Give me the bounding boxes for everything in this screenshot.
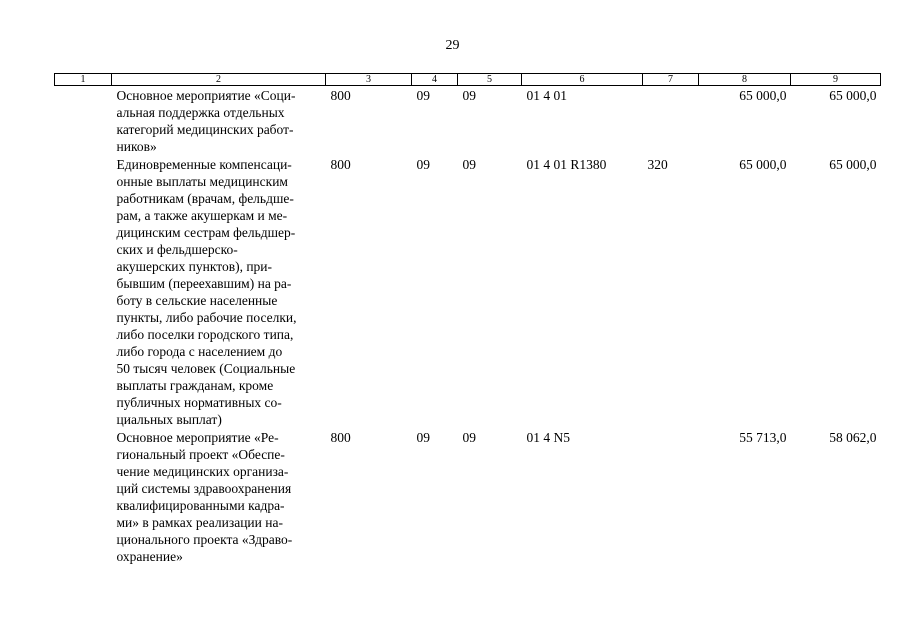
row-amount-1-cell: 55 713,0 bbox=[739, 430, 787, 445]
row-index-cell bbox=[55, 428, 112, 565]
row-name-cell: Основное мероприятие «Ре- гиональный проект «Обеспе- чение медицинских организа- ций системы здравоохранения квалифицированными кадра- ми» в рамках реализации на- ционального проекта «Здраво- охранение» bbox=[116, 430, 293, 564]
row-section-cell: 09 bbox=[416, 430, 430, 445]
row-target-cell: 01 4 N5 bbox=[526, 430, 570, 445]
column-header-5: 5 bbox=[458, 74, 522, 86]
column-header-3: 3 bbox=[326, 74, 412, 86]
column-header-4: 4 bbox=[412, 74, 458, 86]
row-name-cell: Основное мероприятие «Соци- альная поддержка отдельных категорий медицинских работ- ников» bbox=[116, 88, 296, 154]
row-code-cell: 800 bbox=[330, 88, 351, 103]
row-target-cell: 01 4 01 R1380 bbox=[526, 157, 607, 172]
table-row bbox=[55, 428, 881, 565]
row-code-cell: 800 bbox=[330, 157, 351, 172]
row-amount-1-cell: 65 000,0 bbox=[739, 88, 787, 103]
row-section-cell: 09 bbox=[416, 157, 430, 172]
row-subsection-cell: 09 bbox=[462, 430, 476, 445]
row-section-cell: 09 bbox=[416, 88, 430, 103]
row-subsection-cell: 09 bbox=[462, 88, 476, 103]
row-amount-2-cell: 58 062,0 bbox=[829, 430, 877, 445]
row-amount-2-cell: 65 000,0 bbox=[829, 157, 877, 172]
column-header-7: 7 bbox=[643, 74, 699, 86]
row-subsection-cell: 09 bbox=[462, 157, 476, 172]
row-expense-type-cell: 320 bbox=[647, 157, 668, 172]
row-expense-type-cell bbox=[643, 428, 699, 565]
row-target-cell: 01 4 01 bbox=[526, 88, 567, 103]
row-index-cell bbox=[55, 86, 112, 156]
column-header-9: 9 bbox=[791, 74, 881, 86]
column-header-1: 1 bbox=[55, 74, 112, 86]
column-number-header-row bbox=[55, 74, 881, 86]
row-name-cell: Единовременные компенсаци- онные выплаты медицинским работникам (врачам, фельдше- рам, а также акушеркам и ме- дицинским сестрам фельдшер- ских и фельдшерско- акушерских пунктов), при- бывшим (переехавшим) на ра- боту в сельские населенные пункты, либо рабочие поселки, либо поселки городского типа, либо города с населением до 50 тысяч человек (Социальные выплаты гражданам, кроме публичных нормативных со- циальных выплат) bbox=[116, 157, 297, 427]
page-number: 29 bbox=[445, 38, 460, 53]
budget-table bbox=[54, 73, 881, 565]
row-code-cell: 800 bbox=[330, 430, 351, 445]
column-header-2: 2 bbox=[112, 74, 326, 86]
row-amount-1-cell: 65 000,0 bbox=[739, 157, 787, 172]
table-row bbox=[55, 86, 881, 156]
table-row bbox=[55, 155, 881, 428]
row-index-cell bbox=[55, 155, 112, 428]
column-header-8: 8 bbox=[699, 74, 791, 86]
column-header-6: 6 bbox=[522, 74, 643, 86]
row-expense-type-cell bbox=[643, 86, 699, 156]
row-amount-2-cell: 65 000,0 bbox=[829, 88, 877, 103]
